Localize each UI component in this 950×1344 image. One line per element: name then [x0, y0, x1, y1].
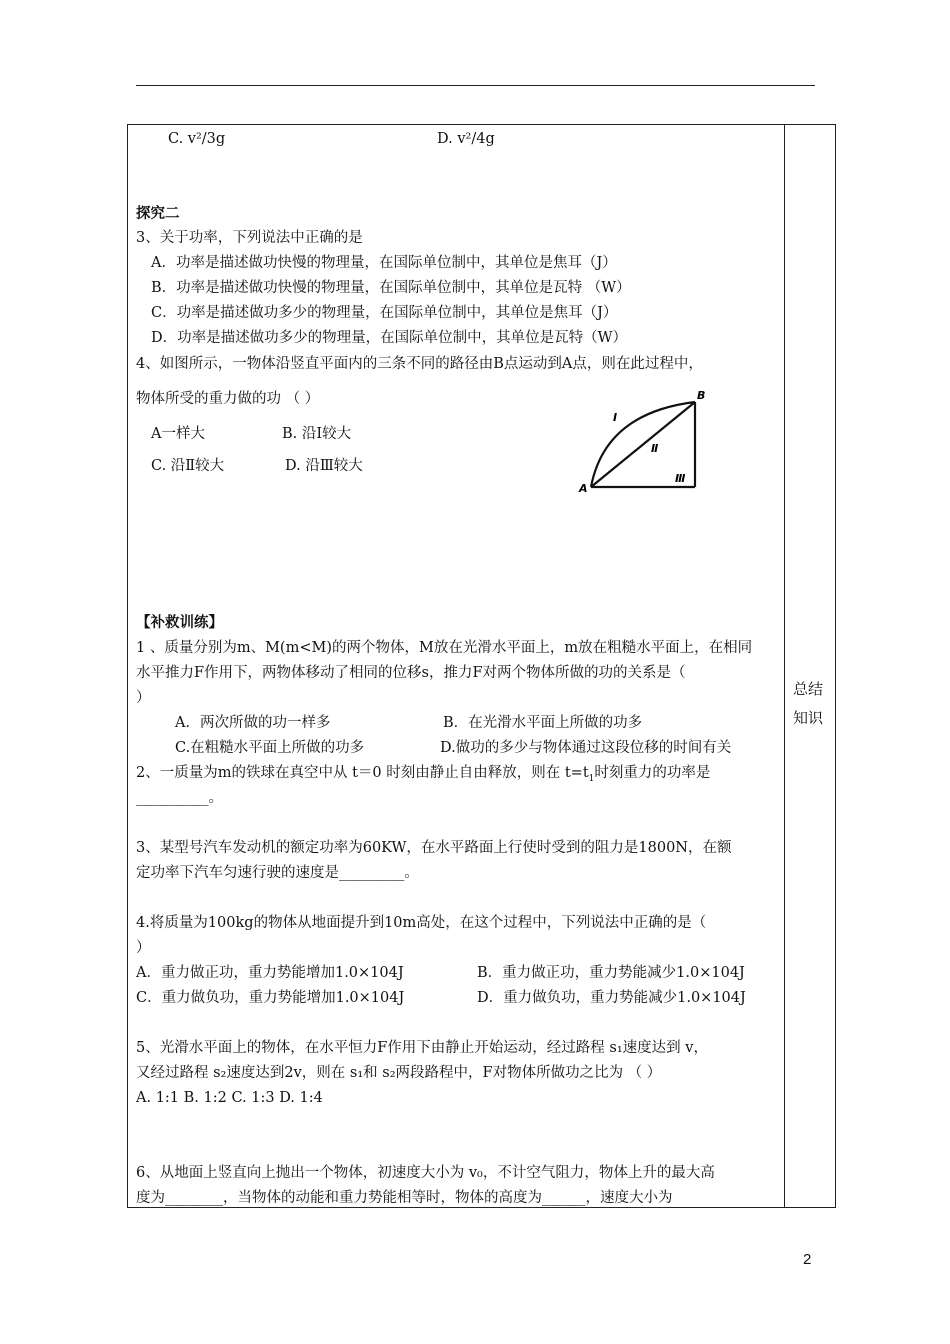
remedial-q5-line2: 又经过路程 s₂速度达到2v，则在 s₁和 s₂两段路程中，F对物体所做功之比为 （ ） — [136, 1065, 662, 1081]
remedial-q4-line1: 4.将质量为100kg的物体从地面提升到10m高处，在这个过程中，下列说法中正确的是（ — [136, 915, 707, 931]
remedial-q1-option-b: B．在光滑水平面上所做的功多 — [443, 715, 643, 731]
question-4-option-b: B. 沿Ⅰ较大 — [282, 426, 352, 442]
remedial-q4-option-a: A．重力做正功，重力势能增加1.0×104J — [136, 965, 404, 981]
remedial-q5-options: A. 1:1 B. 1:2 C. 1:3 D. 1:4 — [136, 1090, 323, 1106]
remedial-q4-option-c: C．重力做负功，重力势能增加1.0×104J — [136, 990, 405, 1006]
section-title-explore-2: 探究二 — [136, 206, 180, 222]
section-title-remedial: 【补救训练】 — [136, 615, 223, 631]
remedial-q1-option-a: A．两次所做的功一样多 — [175, 715, 331, 731]
path-iii-label: Ⅲ — [675, 472, 686, 485]
remedial-q4-line2: ） — [136, 940, 151, 956]
question-4-stem-line1: 4、如图所示，一物体沿竖直平面内的三条不同的路径由B点运动到A点，则在此过程中， — [136, 356, 703, 372]
path-diagram — [575, 385, 715, 495]
remedial-q1-line1: 1 、质量分别为m、M(m<M)的两个物体，M放在光滑水平面上，m放在粗糙水平面上，在相同 — [136, 640, 753, 656]
page-number: 2 — [803, 1251, 812, 1268]
remedial-q2-text-post: 时刻重力的功率是 — [594, 765, 711, 781]
summary-label-line1: 总结 — [793, 680, 824, 698]
question-4-option-c: C. 沿Ⅱ较大 — [151, 458, 225, 474]
summary-column-label — [793, 675, 829, 733]
remedial-q4-option-d: D．重力做负功，重力势能减少1.0×104J — [477, 990, 746, 1006]
remedial-q3-line2: 定功率下汽车匀速行驶的速度是_________。 — [136, 865, 419, 881]
remedial-q1-line2: 水平推力F作用下，两物体移动了相同的位移s，推力F对两个物体所做的功的关系是（ — [136, 665, 686, 681]
remedial-q1-option-c: C.在粗糙水平面上所做的功多 — [175, 740, 365, 756]
option-c-prev: C. v²/3g — [168, 131, 226, 147]
option-d-prev: D. v²/4g — [437, 131, 495, 147]
remedial-q1-line3: ） — [136, 690, 151, 706]
header-rule — [136, 85, 815, 86]
remedial-q2-text-pre: 2、一质量为m的铁球在真空中从 t＝0 时刻由静止自由释放，则在 t=t — [136, 765, 589, 781]
question-3-stem: 3、关于功率，下列说法中正确的是 — [136, 230, 363, 246]
table-column-divider — [784, 124, 785, 1208]
question-4-stem-line2: 物体所受的重力做的功 （ ） — [136, 391, 320, 407]
remedial-q2-line1 — [136, 763, 710, 783]
question-4-option-d: D. 沿Ⅲ较大 — [285, 458, 363, 474]
question-3-option-d: D．功率是描述做功多少的物理量，在国际单位制中，其单位是瓦特（W） — [151, 330, 628, 346]
point-a-label: A — [579, 482, 588, 495]
remedial-q1-option-d: D.做功的多少与物体通过这段位移的时间有关 — [440, 740, 732, 756]
remedial-q2-line2: __________。 — [136, 790, 223, 806]
path-ii-label: Ⅱ — [651, 442, 659, 455]
remedial-q6-line2: 度为________，当物体的动能和重力势能相等时，物体的高度为______，速度大小为 — [136, 1190, 673, 1206]
point-b-label: B — [697, 389, 706, 402]
remedial-q6-line1: 6、从地面上竖直向上抛出一个物体，初速度大小为 v₀，不计空气阻力，物体上升的最大高 — [136, 1165, 715, 1181]
question-4-option-a: A一样大 — [151, 426, 205, 442]
question-3-option-a: A．功率是描述做功快慢的物理量，在国际单位制中，其单位是焦耳（J） — [151, 255, 617, 271]
question-3-option-c: C．功率是描述做功多少的物理量，在国际单位制中，其单位是焦耳（J） — [151, 305, 618, 321]
remedial-q3-line1: 3、某型号汽车发动机的额定功率为60KW，在水平路面上行使时受到的阻力是1800N，在额 — [136, 840, 732, 856]
remedial-q2-subscript: 1 — [588, 773, 595, 784]
summary-label-line2: 知识 — [793, 709, 824, 727]
remedial-q4-option-b: B．重力做正功，重力势能减少1.0×104J — [477, 965, 745, 981]
question-3-option-b: B．功率是描述做功快慢的物理量，在国际单位制中，其单位是瓦特 （W） — [151, 280, 631, 296]
remedial-q5-line1: 5、光滑水平面上的物体，在水平恒力F作用下由静止开始运动，经过路程 s₁速度达到 v， — [136, 1040, 708, 1056]
path-i-label: Ⅰ — [613, 411, 618, 424]
